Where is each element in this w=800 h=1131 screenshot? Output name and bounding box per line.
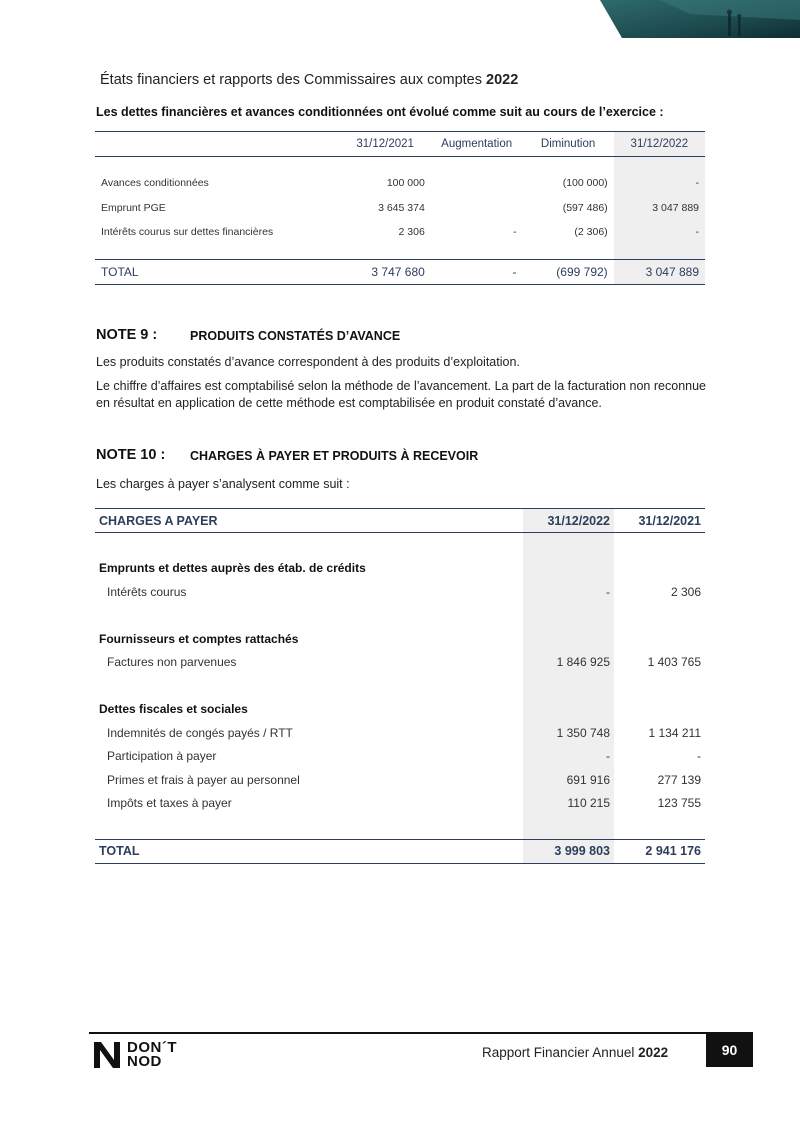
table-row	[95, 768, 705, 792]
table-row	[95, 792, 705, 816]
col-header-2021: 31/12/2021	[638, 513, 701, 528]
cell-2022: 1 846 925	[523, 651, 614, 675]
cell-2022: 110 215	[523, 792, 614, 816]
cell-2022: 691 916	[523, 768, 614, 792]
table-row	[95, 196, 705, 221]
row-label: Indemnités de congés payés / RTT	[107, 725, 293, 740]
table-row	[95, 651, 705, 675]
table-row	[95, 171, 705, 196]
header-year: 2022	[486, 72, 519, 88]
total-label: TOTAL	[101, 264, 139, 279]
row-label: Intérêts courus sur dettes financières	[101, 226, 274, 239]
col-header-2022: 31/12/2022	[523, 509, 614, 533]
note10-title: CHARGES À PAYER ET PRODUITS À RECEVOIR	[190, 449, 479, 463]
note9-paragraph-2: Le chiffre d’affaires est comptabilisé selon la méthode de l’avancement. La part de la facturation non reconnue en résultat en application de cette méthode est comptabilisée en produit constaté d’avance.	[96, 379, 706, 410]
total-2022: 3 047 889	[614, 259, 705, 284]
table-row	[95, 580, 705, 604]
cell-diminution: (597 486)	[562, 201, 608, 214]
cell-2021: -	[697, 749, 701, 764]
header-artwork	[600, 0, 800, 38]
table-row	[95, 220, 705, 245]
cell-diminution: (100 000)	[562, 177, 608, 190]
row-label: Intérêts courus	[107, 584, 187, 599]
cell-augmentation	[431, 171, 523, 196]
logo-line-2: NOD	[127, 1053, 162, 1070]
footer-divider	[89, 1032, 706, 1034]
cell-2021: 2 306	[670, 584, 701, 599]
note9-paragraph-1: Les produits constatés d’avance correspondent à des produits d’exploitation.	[96, 355, 520, 369]
cell-augmentation: -	[513, 226, 517, 239]
group-title: Fournisseurs et comptes rattachés	[99, 631, 299, 646]
cell-2021: 123 755	[657, 796, 701, 811]
page-number: 90	[706, 1032, 753, 1067]
note9-number: NOTE 9 :	[96, 327, 158, 343]
footer-report-title	[482, 1045, 668, 1060]
group-row	[95, 698, 705, 722]
accrued-charges-table	[95, 508, 705, 864]
cell-2022: 1 350 748	[523, 721, 614, 745]
note10-number: NOTE 10 :	[96, 447, 166, 463]
row-label: Impôts et taxes à payer	[107, 796, 232, 811]
row-label: Primes et frais à payer au personnel	[107, 772, 300, 787]
col-header-diminution: Diminution	[540, 138, 596, 150]
financial-debts-table	[95, 131, 705, 285]
row-label: Emprunt PGE	[101, 201, 166, 214]
cell-2021: 277 139	[657, 772, 701, 787]
note9-title: PRODUITS CONSTATÉS D’AVANCE	[190, 329, 401, 343]
group-title: Emprunts et dettes auprès des étab. de crédits	[99, 561, 366, 576]
row-label: Factures non parvenues	[107, 655, 237, 670]
row-label: Avances conditionnées	[101, 177, 209, 190]
col-header-2021: 31/12/2021	[356, 138, 414, 150]
table-row	[95, 721, 705, 745]
table-row	[95, 745, 705, 769]
dontnod-logo	[92, 1040, 177, 1070]
cell-2021: 1 403 765	[647, 655, 701, 670]
logo-line-1: DON´T	[127, 1039, 177, 1056]
cell-2021: 1 134 211	[648, 725, 701, 740]
dontnod-logo-mark-icon	[92, 1040, 122, 1070]
cell-2021: 2 306	[398, 226, 425, 239]
group-row	[95, 627, 705, 651]
cell-augmentation	[431, 196, 523, 221]
cell-2022: -	[523, 580, 614, 604]
total-row	[95, 839, 705, 863]
total-2022: 3 999 803	[523, 839, 614, 863]
cell-diminution: (2 306)	[574, 226, 608, 239]
cell-2021: 3 645 374	[378, 201, 425, 214]
col-header-charges: CHARGES A PAYER	[99, 513, 218, 528]
note10-intro: Les charges à payer s’analysent comme suit :	[96, 477, 350, 491]
table-header-row	[95, 132, 705, 157]
col-header-2022: 31/12/2022	[614, 132, 705, 157]
footer-year: 2022	[638, 1045, 669, 1060]
total-label: TOTAL	[99, 844, 140, 858]
total-2021: 3 747 680	[371, 264, 425, 279]
table-header-row	[95, 509, 705, 533]
cell-2022: -	[614, 220, 705, 245]
col-header-augmentation: Augmentation	[441, 138, 513, 150]
header-title: États financiers et rapports des Commissaires aux comptes	[100, 72, 482, 88]
row-label: Participation à payer	[107, 749, 217, 764]
cell-2022: -	[614, 171, 705, 196]
document-header	[100, 72, 518, 88]
debts-section-title: Les dettes financières et avances conditionnées ont évolué comme suit au cours de l’exercice :	[96, 105, 664, 119]
total-2021: 2 941 176	[645, 844, 701, 858]
cell-2021: 100 000	[386, 177, 425, 190]
group-title: Dettes fiscales et sociales	[99, 702, 248, 717]
footer-report-label: Rapport Financier Annuel	[482, 1045, 635, 1060]
total-augmentation: -	[512, 264, 517, 279]
cell-2022: 3 047 889	[614, 196, 705, 221]
group-row	[95, 557, 705, 581]
total-row	[95, 259, 705, 284]
cell-2022: -	[523, 745, 614, 769]
total-diminution: (699 792)	[556, 264, 608, 279]
